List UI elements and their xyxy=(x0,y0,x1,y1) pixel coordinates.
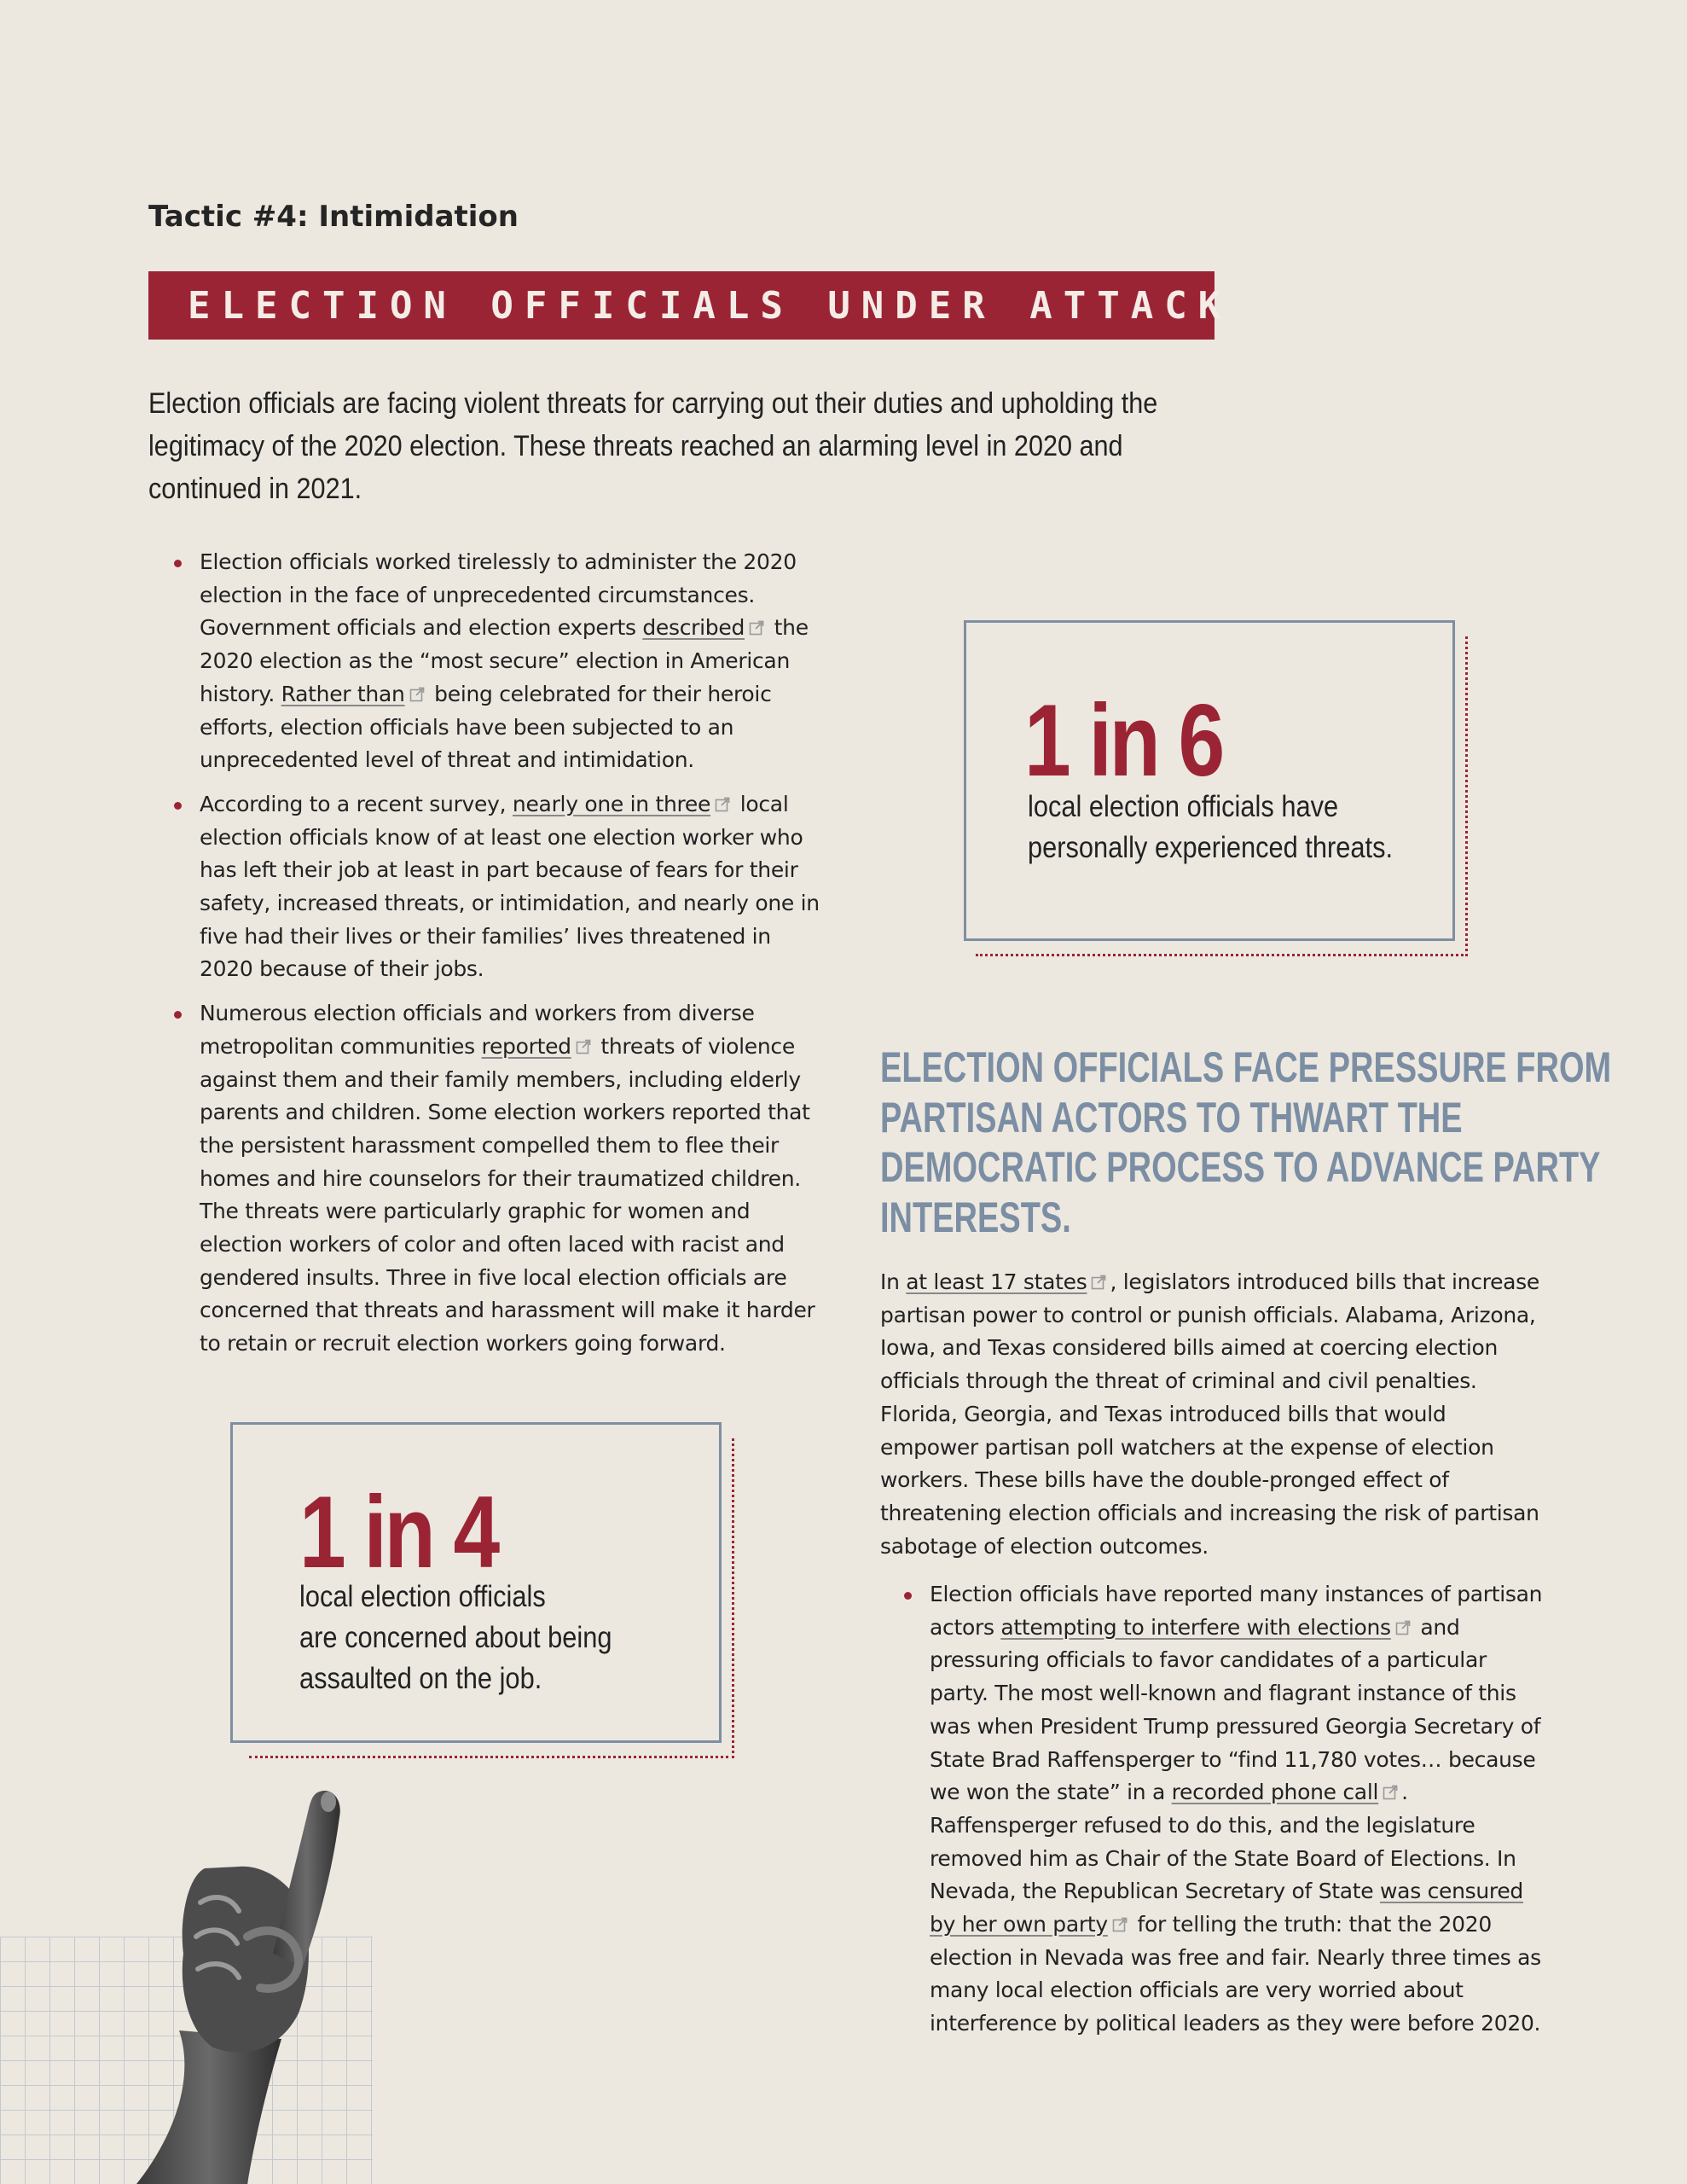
recorded-phone-call-link[interactable]: recorded phone call xyxy=(1171,1780,1379,1805)
stat-caption-line: local election officials xyxy=(299,1580,546,1613)
rather-than-link[interactable]: Rather than xyxy=(281,681,405,706)
stat-box-threats xyxy=(964,620,1455,941)
banner-title: ELECTION OFFICIALS UNDER ATTACK xyxy=(188,283,1232,328)
section-heading: ELECTION OFFICIALS FACE PRESSURE FROM PARTISAN ACTORS TO THWART THE DEMOCRATIC PROCESS TO ADVANCE PARTY INTERESTS. xyxy=(880,1043,1612,1241)
left-bullet-list xyxy=(150,546,824,1372)
external-link-icon[interactable] xyxy=(1395,1620,1411,1635)
intro-paragraph: Election officials are facing violent threats for carrying out their duties and upholding the legitimacy of the 2020 election. These threats reached an alarming level in 2020 and continued in 2021. xyxy=(148,387,1158,505)
external-link-icon[interactable] xyxy=(576,1039,591,1054)
stat-caption-line: are concerned about being xyxy=(299,1621,612,1654)
pressure-paragraph: In at least 17 states , legislators introduced bills that increase partisan power to control or punish officials. Alabama, Arizona, Iowa, and Texas considered bills aimed at coercing election officials through the threat of criminal and civil penalties. Florida, Georgia, and Texas introduced bills that would empower partisan poll watchers at the expense of election workers. These bills have the double-pronged effect of threatening election officials and increasing the risk of partisan sabotage of election outcomes. xyxy=(880,1269,1539,1559)
list-item: According to a recent survey, nearly one in three local election officials know of at least one election worker who has left their job at least in part because of fears for their safety, increased threats, or intimidation, and nearly one in five had their lives or their families’ lives threatened in 2020 because of their jobs. xyxy=(150,788,824,986)
stat-box-assault xyxy=(230,1422,722,1743)
described-link[interactable]: described xyxy=(642,615,745,641)
tactic-label: Tactic #4: Intimidation xyxy=(148,200,519,234)
censured-by-party-link[interactable]: was censured by her own party xyxy=(930,1879,1523,1937)
reported-link[interactable]: reported xyxy=(481,1033,571,1059)
stat-number: 1 in 4 xyxy=(299,1475,497,1589)
external-link-icon[interactable] xyxy=(715,797,730,812)
nearly-one-in-three-link[interactable]: nearly one in three xyxy=(512,791,711,816)
external-link-icon[interactable] xyxy=(1112,1917,1128,1932)
title-banner xyxy=(148,271,1232,340)
list-item: Numerous election officials and workers from diverse metropolitan communities reported threats of violence against them and their family members, including elderly parents and children. Some election workers reported that the persistent harassment compelled them to flee their homes and hire counselors for their traumatized children. The threats were particularly graphic for women and election workers of color and often laced with racist and gendered insults. Three in five local election officials are concerned that threats and harassment will make it harder to retain or recruit election workers going forward. xyxy=(150,997,824,1361)
external-link-icon[interactable] xyxy=(1091,1275,1106,1290)
stat-caption-line: personally experienced threats. xyxy=(1028,831,1394,864)
external-link-icon[interactable] xyxy=(409,687,425,702)
external-link-icon[interactable] xyxy=(1383,1785,1398,1800)
at-least-17-states-link[interactable]: at least 17 states xyxy=(906,1269,1087,1294)
pointing-hand-illustration xyxy=(119,1774,367,2184)
list-item: Election officials have reported many instances of partisan actors attempting to interfere with elections and pressuring officials to favor candidates of a particular party. The most well-known and flagrant instance of this was when President Trump pressured Georgia Secretary of State Brad Raffensperger to “find 11,780 votes… because we won the state” in a recorded phone call . Raffensperger refused to do this, and the legislature removed him as Chair of the State Board of Elections. In Nevada, the Republican Secretary of State was censured by her own party for telling the truth: that the 2020 election in Nevada was free and fair. Nearly three times as many local election officials are very worried about interference by political leaders as they were before 2020. xyxy=(880,1578,1545,2041)
stat-caption-line: local election officials have xyxy=(1028,790,1339,823)
right-bullet-list xyxy=(880,1578,1545,2041)
list-item: Election officials worked tirelessly to administer the 2020 election in the face of unprecedented circumstances. Government officials and election experts described the 2020 election as the “most secure” election in American history. Rather than being celebrated for their heroic efforts, election officials have been subjected to an unprecedented level of threat and intimidation. xyxy=(150,546,824,777)
interfere-with-elections-link[interactable]: attempting to interfere with elections xyxy=(1000,1614,1391,1640)
external-link-icon[interactable] xyxy=(749,620,764,636)
stat-number: 1 in 6 xyxy=(1024,683,1222,798)
stat-caption-line: assaulted on the job. xyxy=(299,1662,542,1695)
